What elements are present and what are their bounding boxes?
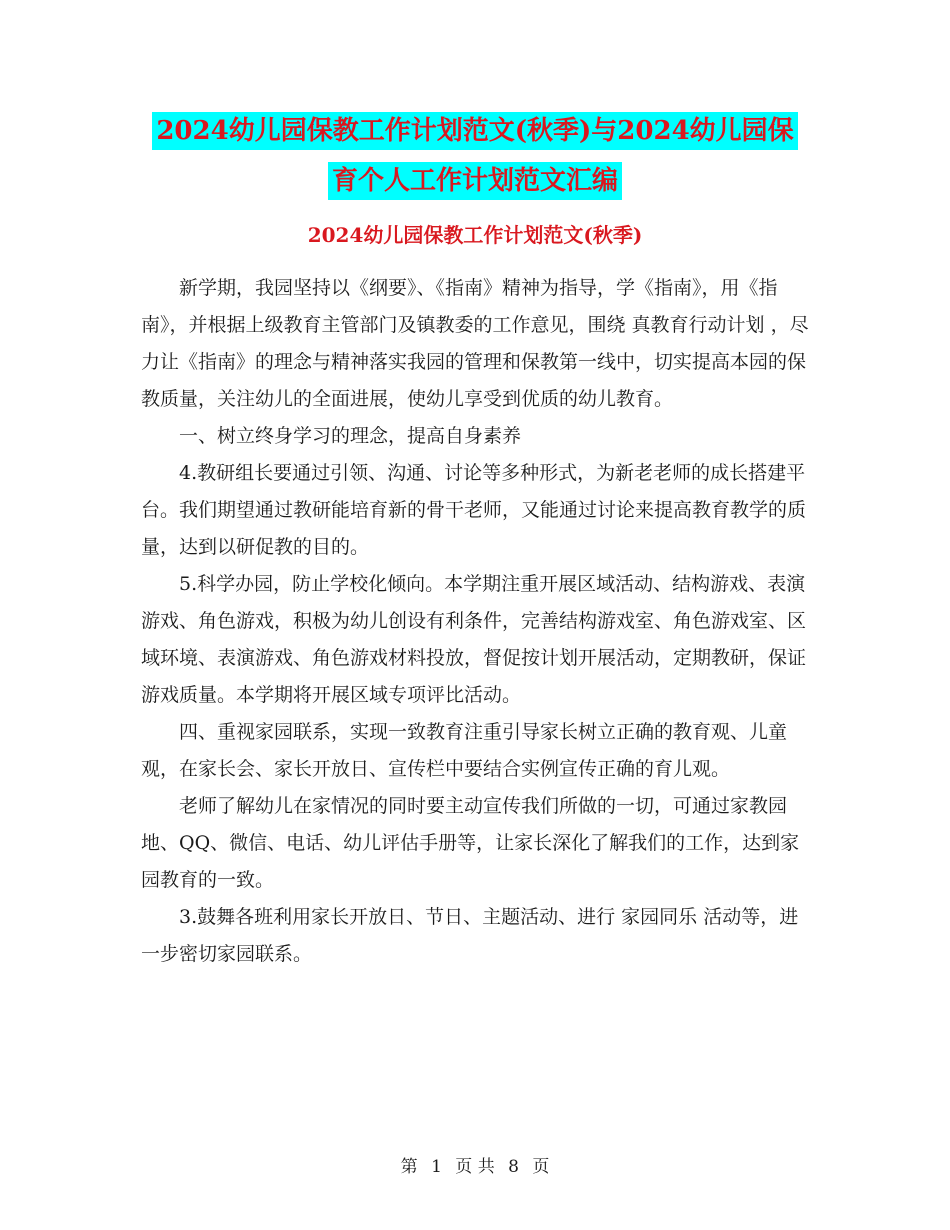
paragraph: 3.鼓舞各班利用家长开放日、节日、主题活动、进行 家园同乐 活动等，进一步密切家园联系。 xyxy=(141,906,799,965)
paragraph: 老师了解幼儿在家情况的同时要主动宣传我们所做的一切，可通过家教园地、QQ、微信、电话、幼儿评估手册等，让家长深化了解我们的工作，达到家园教育的一致。 xyxy=(141,795,800,891)
section-title: 2024幼儿园保教工作计划范文(秋季) xyxy=(307,223,643,247)
footer-label-end: 页 xyxy=(532,1157,550,1177)
footer-label-of: 页 共 xyxy=(455,1157,495,1177)
document-title xyxy=(0,112,950,200)
document-body xyxy=(141,270,813,973)
page-footer xyxy=(0,1152,950,1177)
paragraph: 4.教研组长要通过引领、沟通、讨论等多种形式，为新老老师的成长搭建平台。我们期望通过教研能培育新的骨干老师，又能通过讨论来提高教育教学的质量，达到以研促教的目的。 xyxy=(141,462,807,558)
footer-total-pages: 8 xyxy=(508,1157,519,1177)
footer-page-number: 1 xyxy=(431,1157,442,1177)
document-title-line-2: 育个人工作计划范文汇编 xyxy=(328,162,622,200)
paragraph: 一、树立终身学习的理念，提高自身素养 xyxy=(179,425,522,447)
paragraph: 四、重视家园联系，实现一致教育注重引导家长树立正确的教育观、儿童观，在家长会、家长开放日、宣传栏中要结合实例宣传正确的育儿观。 xyxy=(141,721,788,780)
paragraph: 新学期，我园坚持以《纲要》、《指南》精神为指导，学《指南》，用《指南》，并根据上级教育主管部门及镇教委的工作意见，围绕 真教育行动计划 ，尽力让《指南》的理念与精神落实我园的管理和保教第一线中，切实提高本园的保教质量，关注幼儿的全面进展，使幼儿享受到优质的幼儿教育。 xyxy=(141,277,809,410)
footer-label-page: 第 xyxy=(400,1157,418,1177)
document-title-line-1: 2024幼儿园保教工作计划范文(秋季)与2024幼儿园保 xyxy=(152,112,797,150)
paragraph: 5.科学办园，防止学校化倾向。本学期注重开展区域活动、结构游戏、表演游戏、角色游戏，积极为幼儿创设有利条件，完善结构游戏室、角色游戏室、区域环境、表演游戏、角色游戏材料投放，督促按计划开展活动，定期教研，保证游戏质量。本学期将开展区域专项评比活动。 xyxy=(141,573,807,706)
